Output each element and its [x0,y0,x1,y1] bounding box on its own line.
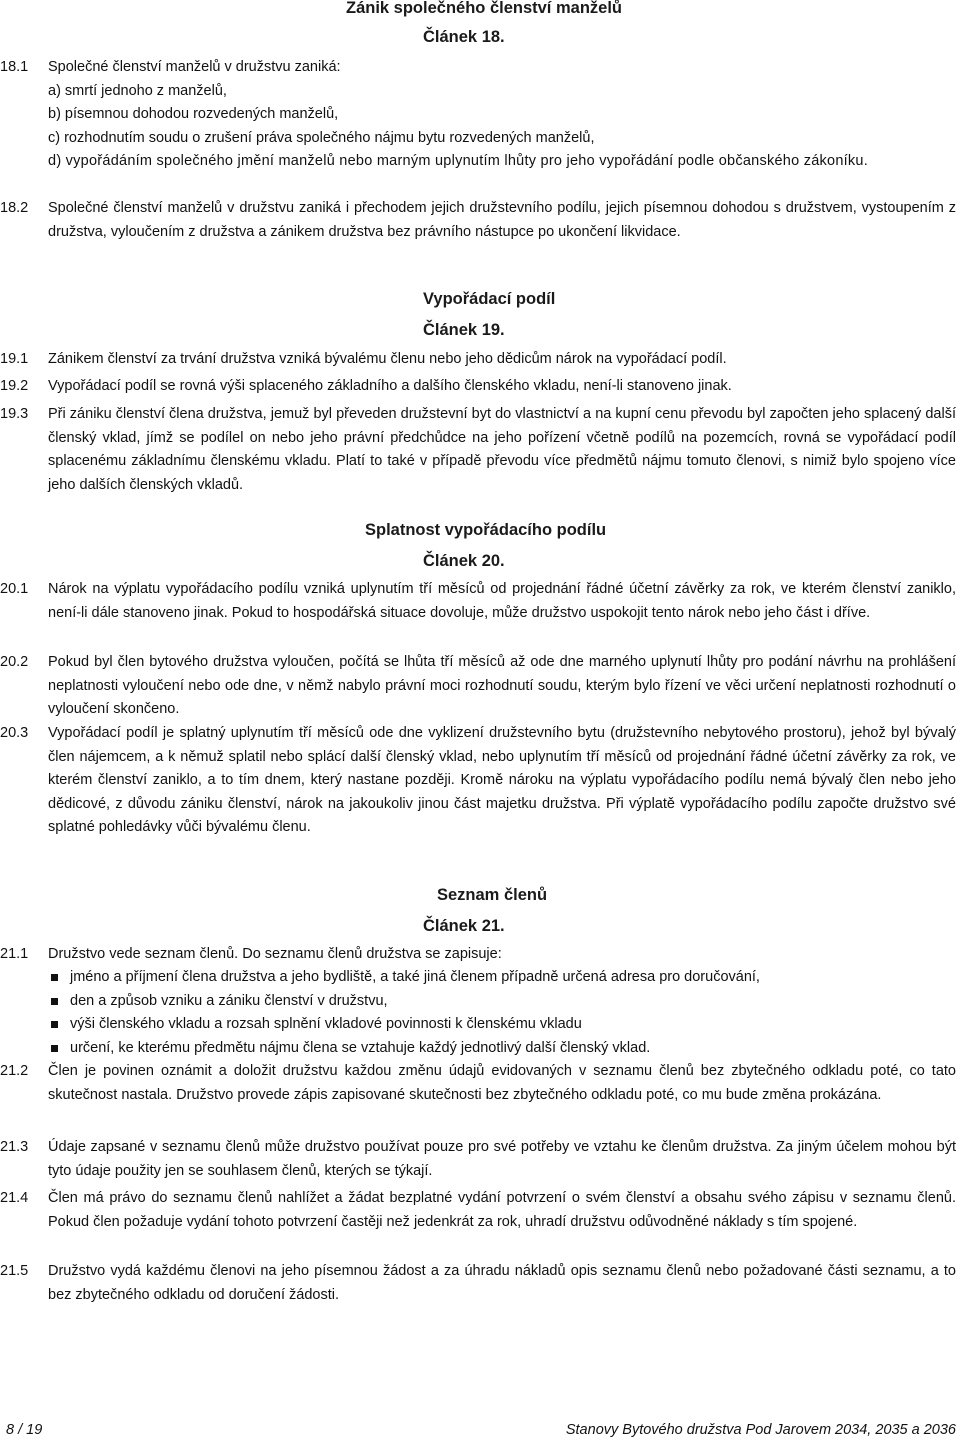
bullet-icon [51,998,58,1005]
paragraph-number: 21.3 [0,1139,29,1155]
paragraph-text: Údaje zapsané v seznamu členů může družstvo používat pouze pro své potřeby ve vztahu ke členům družstva. Za jiným účelem mohou být tyto údaje použity jen se souhlasem členů, kterých se týkají. [48,1139,956,1179]
list-item: výši členského vkladu a rozsah splnění vkladové povinnosti k členskému vkladu [48,1013,956,1037]
list-item-c: c) rozhodnutím soudu o zrušení práva společného nájmu bytu rozvedených manželů, [48,129,595,146]
section-heading: Zánik společného členství manželů [346,0,622,17]
paragraph-text: Zánikem členství za trvání družstva vzniká bývalému členu nebo jeho dědicům nárok na vypořádací podíl. [48,351,727,367]
paragraph-text: Družstvo vede seznam členů. Do seznamu členů družstva se zapisuje: [48,946,502,962]
paragraph-number: 19.1 [0,351,29,367]
paragraph-number: 20.3 [0,725,29,741]
list-item: určení, ke kterému předmětu nájmu člena se vztahuje každý jednotlivý další členský vklad. [48,1037,956,1061]
paragraph-number: 21.5 [0,1263,29,1279]
paragraph-number: 18.2 [0,200,29,216]
paragraph-text: Při zániku členství člena družstva, jemuž byl převeden družstevní byt do vlastnictví a na kupní cenu převodu byl započten jeho splacený další členský vklad, jímž se podílel on nebo jeho právní předchůdce na jeho pořízení včetně podílů na pozemcích, rovná se vypořádací podíl splacenému základnímu členskému vkladu. Platí to také v případě převodu více předmětů nájmu tomuto členovi, s nimiž bylo spojeno více jeho dalších členských vkladů. [48,406,956,493]
paragraph-18-1 [0,56,958,196]
paragraph-text: Vypořádací podíl je splatný uplynutím tří měsíců ode dne vyklizení družstevního bytu (družstevního nebytového prostoru), jehož byl bývalý člen nájemcem, a k němuž splatil nebo splácí další členský vklad, nebo uplynutím tří měsíců od projednání řádné účetní závěrky za rok, ve kterém členství zaniklo, a to tím dnem, který nastane později. Kromě nároku na výplatu vypořádacího podílu nemá bývalý člen nebo jeho dědicové, z důvodu zániku členství, nárok na jakoukoliv jinou část majetku družstva. Při výplatě vypořádacího podílu započte družstvo své splatné pohledávky vůči bývalému členu. [48,725,956,835]
paragraph-number: 21.2 [0,1063,29,1079]
document-title: Stanovy Bytového družstva Pod Jarovem 2034, 2035 a 2036 [565,1422,956,1438]
paragraph-number: 19.2 [0,378,29,394]
paragraph-number: 20.1 [0,581,29,597]
list-item: jméno a příjmení člena družstva a jeho bydliště, a také jiná členem případně určená adresa pro doručování, [48,966,956,990]
bullet-icon [51,1021,58,1028]
paragraph-number: 18.1 [0,59,29,75]
paragraph-text: Nárok na výplatu vypořádacího podílu vzniká uplynutím tří měsíců od projednání řádné účetní závěrky za rok, ve kterém členství zaniklo, není-li dále stanoveno jinak. Pokud to hospodářská situace dovoluje, může družstvo uspokojit tento nárok nebo jeho část i dříve. [48,581,956,621]
article-heading: Článek 18. [423,28,505,46]
paragraph-text: Člen je povinen oznámit a doložit družstvu každou změnu údajů evidovaných v seznamu členů bez zbytečného odkladu poté, co tato skutečnost nastala. Družstvo provede zápis zapisované skutečnosti bez zbytečného odkladu poté, co mu bude změna prokázána. [48,1063,956,1103]
article-heading: Článek 21. [423,917,505,935]
bullet-list [48,966,956,1060]
paragraph-number: 21.1 [0,946,29,962]
section-heading: Seznam členů [437,886,548,904]
article-heading: Článek 19. [423,321,505,339]
bullet-icon [51,974,58,981]
list-item-b: b) písemnou dohodou rozvedených manželů, [48,106,339,122]
paragraph-text: Člen má právo do seznamu členů nahlížet a žádat bezplatné vydání potvrzení o svém členství a obsahu svého zápisu v seznamu členů. Pokud člen požaduje vydání tohoto potvrzení častěji než jedenkrát za rok, uhradí družstvu odůvodněné náklady s tím spojené. [48,1190,956,1230]
paragraph-intro: Společné členství manželů v družstvu zaniká: [48,59,341,75]
article-heading: Článek 20. [423,552,505,570]
paragraph-text: Vypořádací podíl se rovná výši splaceného základního a dalšího členského vkladu, není-li stanoveno jinak. [48,378,732,394]
section-heading: Vypořádací podíl [423,290,556,308]
paragraph-text: Pokud byl člen bytového družstva vyloučen, počítá se lhůta tří měsíců až ode dne marného uplynutí lhůty pro podání návrhu na prohlášení neplatnosti vyloučení nebo ode dne, v němž nabylo právní moci rozhodnutí soudu, kterým bylo řízení ve věci určení neplatnosti rozhodnutí o vyloučení skončeno. [48,654,956,717]
paragraph-number: 21.4 [0,1190,29,1206]
paragraph-text: Společné členství manželů v družstvu zaniká i přechodem jejich družstevního podílu, jejich písemnou dohodou s družstvem, vystoupením z družstva, vyloučením z družstva a zánikem družstva bez právního nástupce po ukončení likvidace. [48,200,956,240]
paragraph-text: Družstvo vydá každému členovi na jeho písemnou žádost a za úhradu nákladů opis seznamu členů nebo požadované části seznamu, a to bez zbytečného odkladu od doručení žádosti. [48,1263,956,1303]
paragraph-18-2 [0,197,958,269]
page-number: 8 / 19 [6,1422,43,1438]
list-item-a: a) smrtí jednoho z manželů, [48,82,227,99]
section-heading: Splatnost vypořádacího podílu [365,521,607,539]
list-item: den a způsob vzniku a zániku členství v družstvu, [48,990,956,1014]
list-item-d: d) vypořádáním společného jmění manželů nebo marným uplynutím lhůty pro jeho vypořádání podle občanského zákoníku. [48,153,869,169]
paragraph-number: 20.2 [0,654,29,670]
paragraph-number: 19.3 [0,406,29,422]
bullet-icon [51,1045,58,1052]
